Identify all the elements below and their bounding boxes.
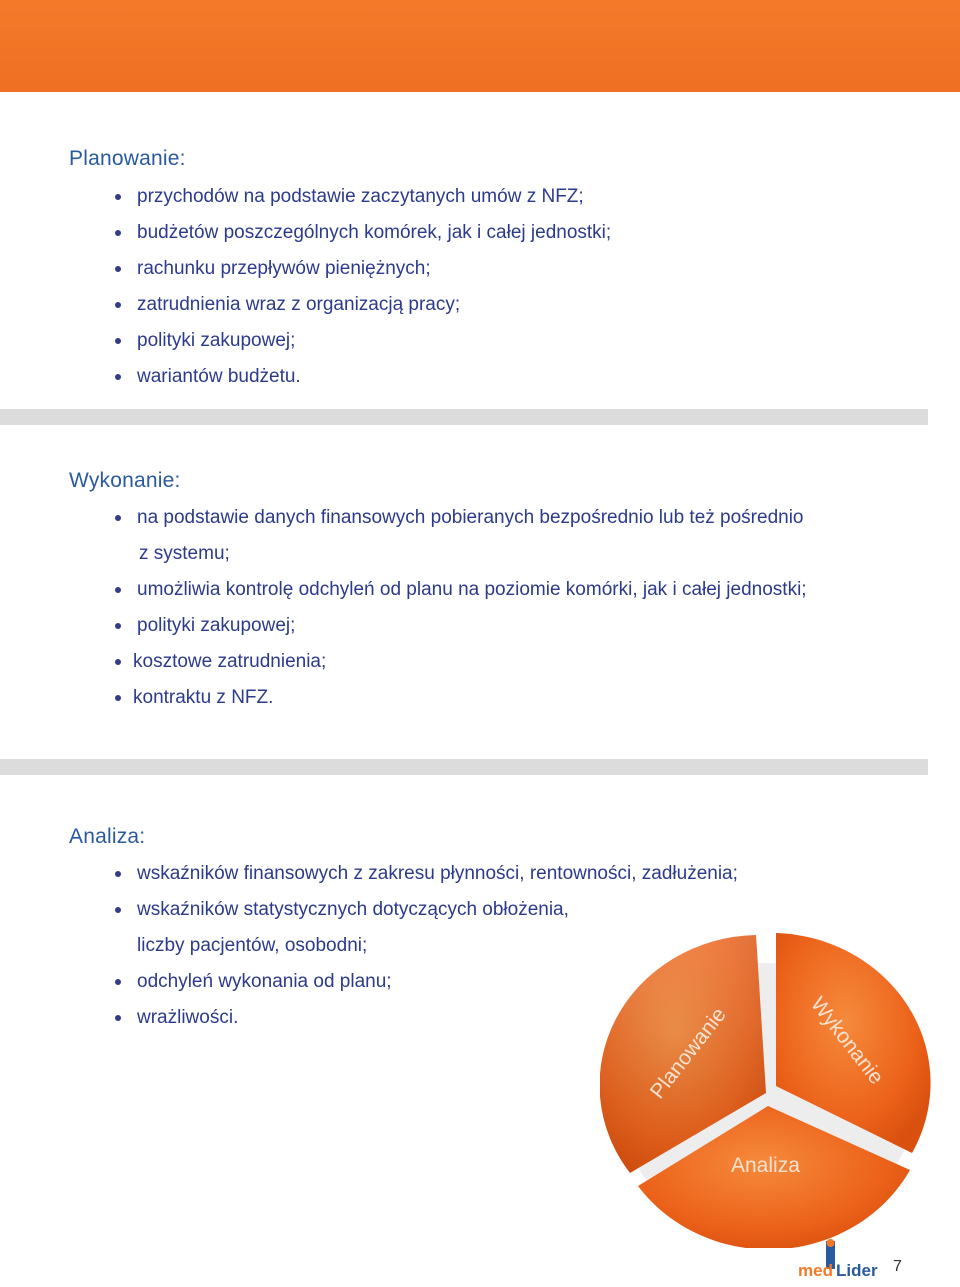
bullet-icon [115,1015,121,1021]
section-divider [0,409,928,425]
list-item: budżetów poszczególnych komórek, jak i całej jednostki; [115,219,611,255]
list-item: wariantów budżetu. [115,363,611,399]
section-title-analiza: Analiza: [69,825,146,848]
bullet-icon [115,266,121,272]
list-item: odchyleń wykonania od planu; [115,968,392,1004]
logo-svg [796,1236,906,1282]
logo-text-lider: Lider [836,1261,878,1280]
wykonanie-list [115,504,804,540]
pie-label-analiza: Analiza [731,1154,800,1177]
list-item: wskaźników statystycznych dotyczących obłożenia, [115,896,738,932]
list-item: wrażliwości. [115,1004,392,1040]
bullet-icon [115,695,121,701]
analiza-list [115,860,738,932]
pie-label-wykonanie: Wykonanie [806,992,889,1089]
bullet-icon [115,515,121,521]
logo-text-med: med [798,1261,833,1280]
cycle-pie-diagram [600,928,932,1248]
bullet-icon [115,338,121,344]
list-item: wskaźników finansowych z zakresu płynności, rentowności, zadłużenia; [115,860,738,896]
section-divider [0,759,928,775]
analiza-list-continued [115,968,392,1040]
list-item: zatrudnienia wraz z organizacją pracy; [115,291,611,327]
header-banner [0,0,960,92]
list-item: na podstawie danych finansowych pobieranych bezpośrednio lub też pośrednio [115,504,804,540]
list-item: przychodów na podstawie zaczytanych umów z NFZ; [115,183,611,219]
list-item: polityki zakupowej; [115,612,807,648]
bullet-icon [115,230,121,236]
section-title-planowanie: Planowanie: [69,147,186,170]
wykonanie-list-continued [115,576,807,720]
bullet-icon [115,194,121,200]
medlider-logo [796,1236,906,1282]
list-item: rachunku przepływów pieniężnych; [115,255,611,291]
bullet-icon [115,302,121,308]
logo-dot [827,1239,835,1247]
list-item: polityki zakupowej; [115,327,611,363]
pie-svg [600,928,932,1248]
bullet-icon [115,907,121,913]
bullet-icon [115,871,121,877]
list-item: umożliwia kontrolę odchyleń od planu na poziomie komórki, jak i całej jednostki; [115,576,807,612]
planowanie-list [115,183,611,399]
bullet-icon [115,587,121,593]
bullet-icon [115,659,121,665]
pie-label-planowanie: Planowanie [645,1003,731,1104]
bullet-icon [115,374,121,380]
page-number: 7 [893,1258,902,1275]
section-title-wykonanie: Wykonanie: [69,469,181,492]
bullet-icon [115,623,121,629]
list-item: kontraktu z NFZ. [115,684,807,720]
bullet-icon [115,979,121,985]
list-item: kosztowe zatrudnienia; [115,648,807,684]
list-item-continuation: z systemu; [139,543,230,564]
list-item-continuation: liczby pacjentów, osobodni; [137,935,368,956]
